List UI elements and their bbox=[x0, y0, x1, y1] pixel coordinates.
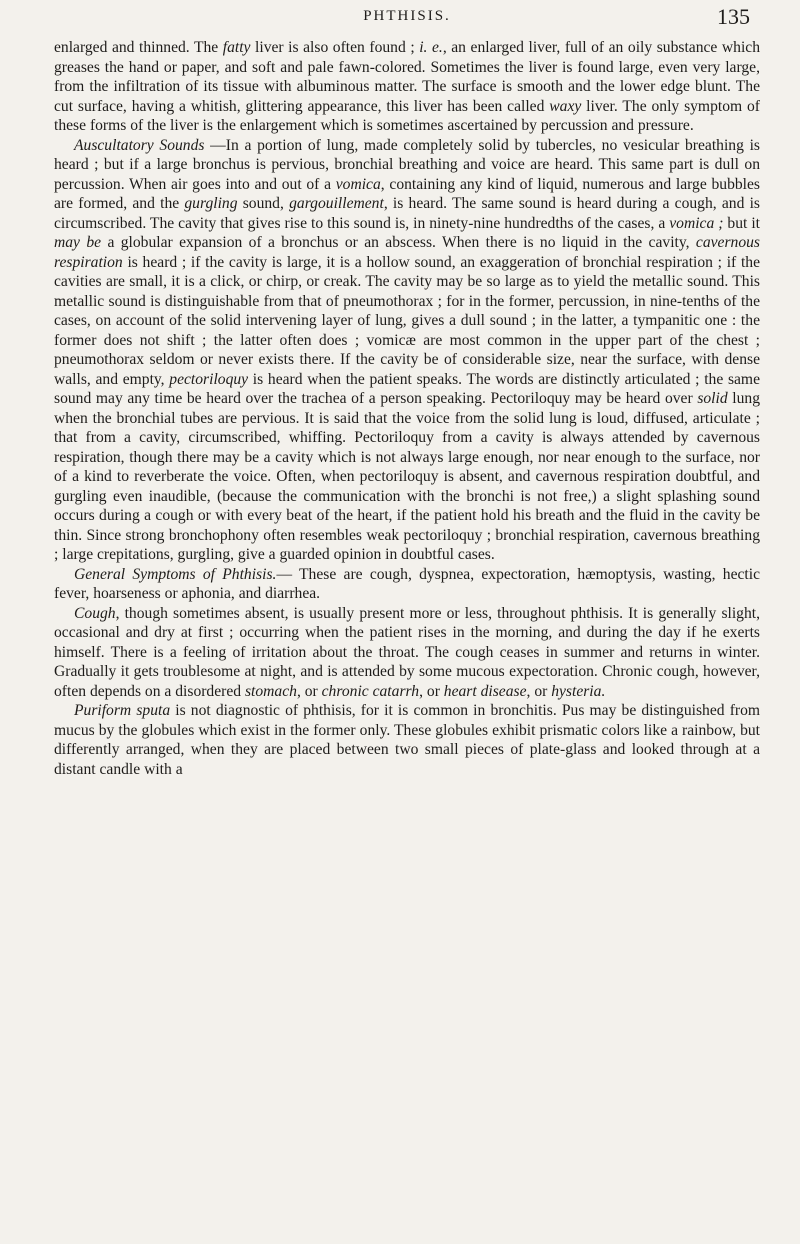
italic-text: cavernous respiration bbox=[54, 234, 760, 271]
text-run: , an enlarged liver, full of an oily substance which greases the hand or paper, and soft and pale fawn-colored. Sometimes the liver is found large, even very large, from the infiltration of its tissue with albuminous matter. The surface is smooth and the lower edge blunt. The cut surface, having a whitish, glittering appearance, this liver has been called bbox=[54, 39, 761, 115]
text-run: liver. The only symptom of these forms of the liver is the enlargement which is sometimes ascertained by percussion and pressure. bbox=[54, 97, 760, 134]
italic-text: chronic catarrh bbox=[321, 682, 420, 700]
text-run: , or bbox=[526, 682, 552, 700]
paragraph bbox=[54, 701, 760, 779]
text-run: lung when the bronchial tubes are pervious. It is said that the voice from the solid lung is loud, diffused, articulate ; that from a cavity, circumscribed, whiffing. Pectoriloquy from a cavity is always attended by cavernous respiration, though there may be a cavity which is not always large enough, nor near enough to the surface, nor of a kind to reverberate the voice. Often, when pectoriloquy is absent, and cavernous respiration doubtful, and gurgling even inaudible, (because the communication with the bronchi is not free,) a slight splashing sound occurs during a cough or with every beat of the heart, if the patient hold his breath and the fluid in the cavity be thin. Since strong bronchophony often resembles weak pectoriloquy ; bronchial respiration, cavernous breathing ; large crepitations, gurgling, give a guarded opinion in doubtful cases. bbox=[54, 390, 760, 563]
italic-text: Cough bbox=[74, 604, 116, 622]
text-run: a globular expansion of a bronchus or an abscess. When there is no liquid in the cavity, bbox=[101, 234, 696, 251]
italic-text: stomach bbox=[244, 682, 297, 700]
italic-text: pectoriloquy bbox=[169, 370, 249, 388]
italic-text: Auscultatory Sounds bbox=[74, 136, 205, 154]
paragraph bbox=[54, 604, 760, 702]
text-run: , or bbox=[419, 682, 444, 700]
text-run: is not diagnostic of phthisis, for it is common in bronchitis. Pus may be distinguished from mucus by the globules which exist in the former only. These globules exhibit prismatic colors like a rainbow, but differently arranged, when they are placed between two small pieces of plate-glass and looked through at a distant candle with a bbox=[54, 702, 761, 778]
text-run: is heard when the patient speaks. The words are distinctly articulated ; the same sound may any time be heard over the trachea of a person speaking. Pectoriloquy may be heard over bbox=[54, 370, 760, 407]
text-run: but it bbox=[723, 214, 761, 232]
text-run: , is heard. The same sound is heard during a cough, and is circumscribed. The cavity that gives rise to this sound is, in ninety-nine hundredths of the cases, a bbox=[54, 195, 761, 232]
italic-text: Puriform sputa bbox=[74, 702, 171, 719]
text-run: is heard ; if the cavity is large, it is a hollow sound, an exaggeration of bronchial respiration ; if the cavities are small, it is a click, or chirp, or creak. The cavity may be so large as to yield the metallic sound. This metallic sound is distinguishable from that of pneumothorax ; for in the former, percussion, in nine-tenths of the cases, on account of the solid intervening layer of lung, gives a dull sound ; in the latter, a tympanitic one : the former does not shift ; the latter often does ; vomicæ are most common in the upper part of the chest ; pneumothorax seldom or never exists there. If the cavity be of considerable size, near the surface, with dense walls, and empty, bbox=[54, 253, 760, 388]
italic-text: may be bbox=[54, 234, 102, 251]
paragraph bbox=[54, 565, 760, 604]
italic-text: waxy bbox=[549, 97, 582, 115]
text-run: —In a portion of lung, made completely solid by tubercles, no vesicular breathing is heard ; but if a large bronchus is pervious, bronchial breathing and voice are heard. This same part is dull on percussion. When air goes into and out of a bbox=[54, 136, 760, 193]
italic-text: vomica bbox=[335, 175, 381, 193]
italic-text: General Symptoms of Phthisis. bbox=[74, 565, 277, 583]
italic-text: fatty bbox=[222, 39, 251, 56]
page-number: 135 bbox=[717, 4, 750, 29]
italic-text: solid bbox=[697, 390, 728, 407]
running-head bbox=[54, 6, 760, 32]
italic-text: gargouillement bbox=[289, 195, 384, 212]
italic-text: gurgling bbox=[184, 195, 238, 212]
text-run: liver is also often found ; bbox=[250, 39, 420, 56]
text-run: , containing any kind of liquid, numerous and large bubbles are formed, and the bbox=[54, 175, 760, 212]
body-text bbox=[54, 38, 760, 779]
text-run: — These are cough, dyspnea, expectoration, hæmoptysis, wasting, hectic fever, hoarseness or aphonia, and diarrhea. bbox=[54, 565, 760, 602]
text-run: , though sometimes absent, is usually present more or less, throughout phthisis. It is generally slight, occasional and dry at first ; occurring when the patient rises in the morning, and during the day if he exerts himself. There is a feeling of irritation about the throat. The cough ceases in summer and returns in winter. Gradually it gets troublesome at night, and is attended by some mucous expectoration. Chronic cough, however, often depends on a disordered bbox=[54, 604, 760, 700]
italic-text: hysteria. bbox=[551, 682, 606, 700]
text-run: , or bbox=[296, 682, 322, 700]
italic-text: i. e. bbox=[419, 39, 443, 56]
italic-text: heart disease bbox=[443, 682, 527, 700]
text-run: enlarged and thinned. The bbox=[54, 39, 223, 56]
running-title: PHTHISIS. bbox=[363, 8, 451, 24]
italic-text: vomica ; bbox=[669, 214, 724, 232]
paragraph bbox=[54, 38, 760, 136]
paragraph bbox=[54, 136, 760, 565]
text-run: sound, bbox=[237, 195, 290, 212]
